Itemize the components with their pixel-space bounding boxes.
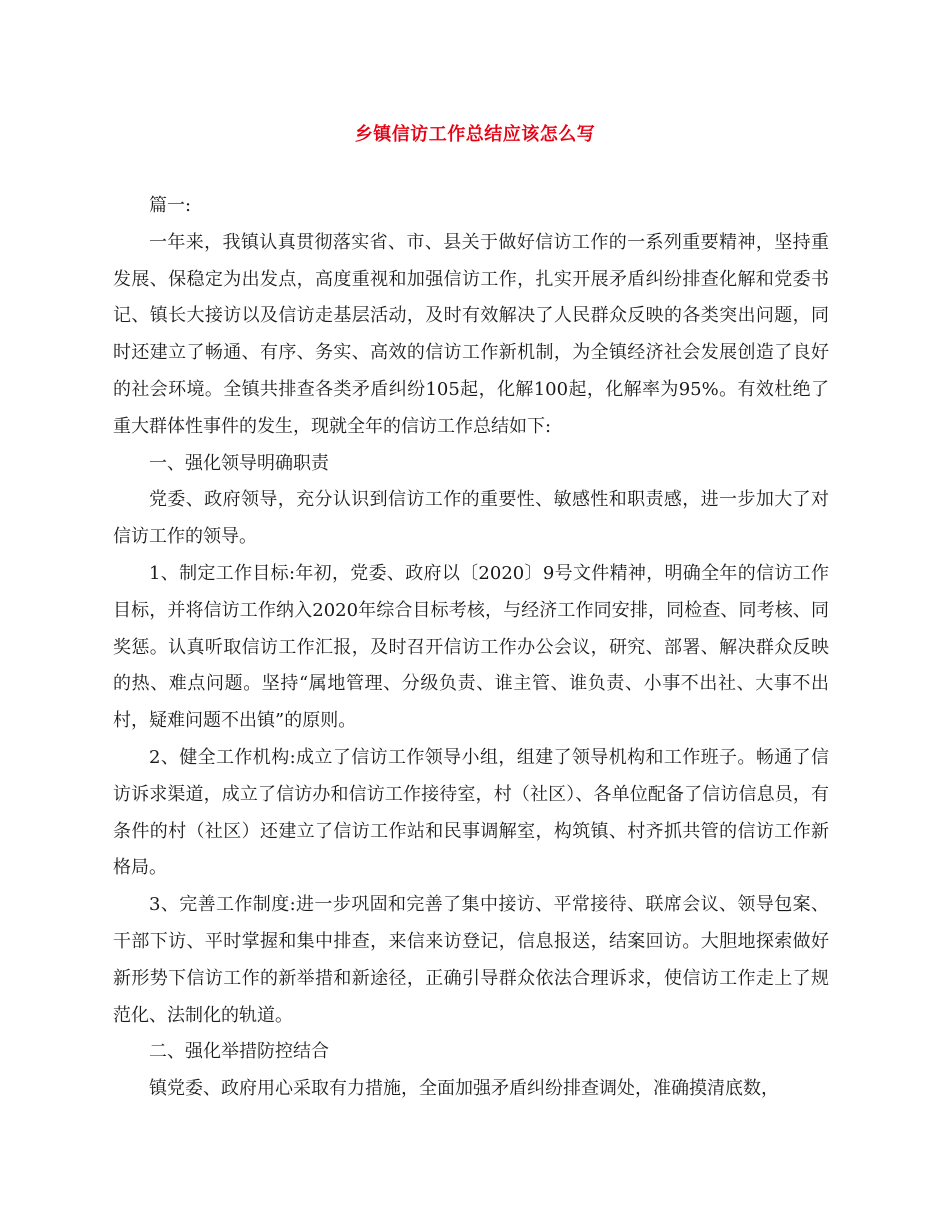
paragraph-work-organization: 2、健全工作机构:成立了信访工作领导小组，组建了领导机构和工作班子。畅通了信访诉求渠道，成立了信访办和信访工作接待室，村（社区）、各单位配备了信访信息员，有条件的村（社区）还建立了信访工作站和民事调解室，构筑镇、村齐抓共管的信访工作新格局。 xyxy=(113,746,829,879)
document-title: 乡镇信访工作总结应该怎么写 xyxy=(354,124,596,145)
section-heading-1: 一、强化领导明确职责 xyxy=(149,452,329,474)
section-label-part-one: 篇一: xyxy=(149,195,192,216)
section-heading-2: 二、强化举措防控结合 xyxy=(149,1041,329,1063)
paragraph-work-goals: 1、制定工作目标:年初，党委、政府以〔2020〕9号文件精神，明确全年的信访工作目标，并将信访工作纳入2020年综合目标考核，与经济工作同安排，同检查、同考核、同奖惩。认真听取信访工作汇报，及时召开信访工作办公会议，研究、部署、解决群众反映的热、难点问题。坚持“属地管理、分级负责、谁主管、谁负责、小事不出社、大事不出村，疑难问题不出镇”的原则。 xyxy=(113,562,829,732)
intro-paragraph: 一年来，我镇认真贯彻落实省、市、县关于做好信访工作的一系列重要精神，坚持重发展、保稳定为出发点，高度重视和加强信访工作，扎实开展矛盾纠纷排查化解和党委书记、镇长大接访以及信访走基层活动，及时有效解决了人民群众反映的各类突出问题，同时还建立了畅通、有序、务实、高效的信访工作新机制，为全镇经济社会发展创造了良好的社会环境。全镇共排查各类矛盾纠纷105起，化解100起，化解率为95%。有效杜绝了重大群体性事件的发生，现就全年的信访工作总结如下: xyxy=(113,231,829,437)
paragraph-measures: 镇党委、政府用心采取有力措施，全面加强矛盾纠纷排查调处，准确摸清底数， xyxy=(149,1078,779,1100)
paragraph-leadership: 党委、政府领导，充分认识到信访工作的重要性、敏感性和职责感，进一步加大了对信访工作的领导。 xyxy=(113,489,829,548)
document-body xyxy=(113,188,829,1108)
paragraph-work-system: 3、完善工作制度:进一步巩固和完善了集中接访、平常接待、联席会议、领导包案、干部下访、平时掌握和集中排查，来信来访登记，信息报送，结案回访。大胆地探索做好新形势下信访工作的新举措和新途径，正确引导群众依法合理诉求，使信访工作走上了规范化、法制化的轨道。 xyxy=(113,894,829,1026)
